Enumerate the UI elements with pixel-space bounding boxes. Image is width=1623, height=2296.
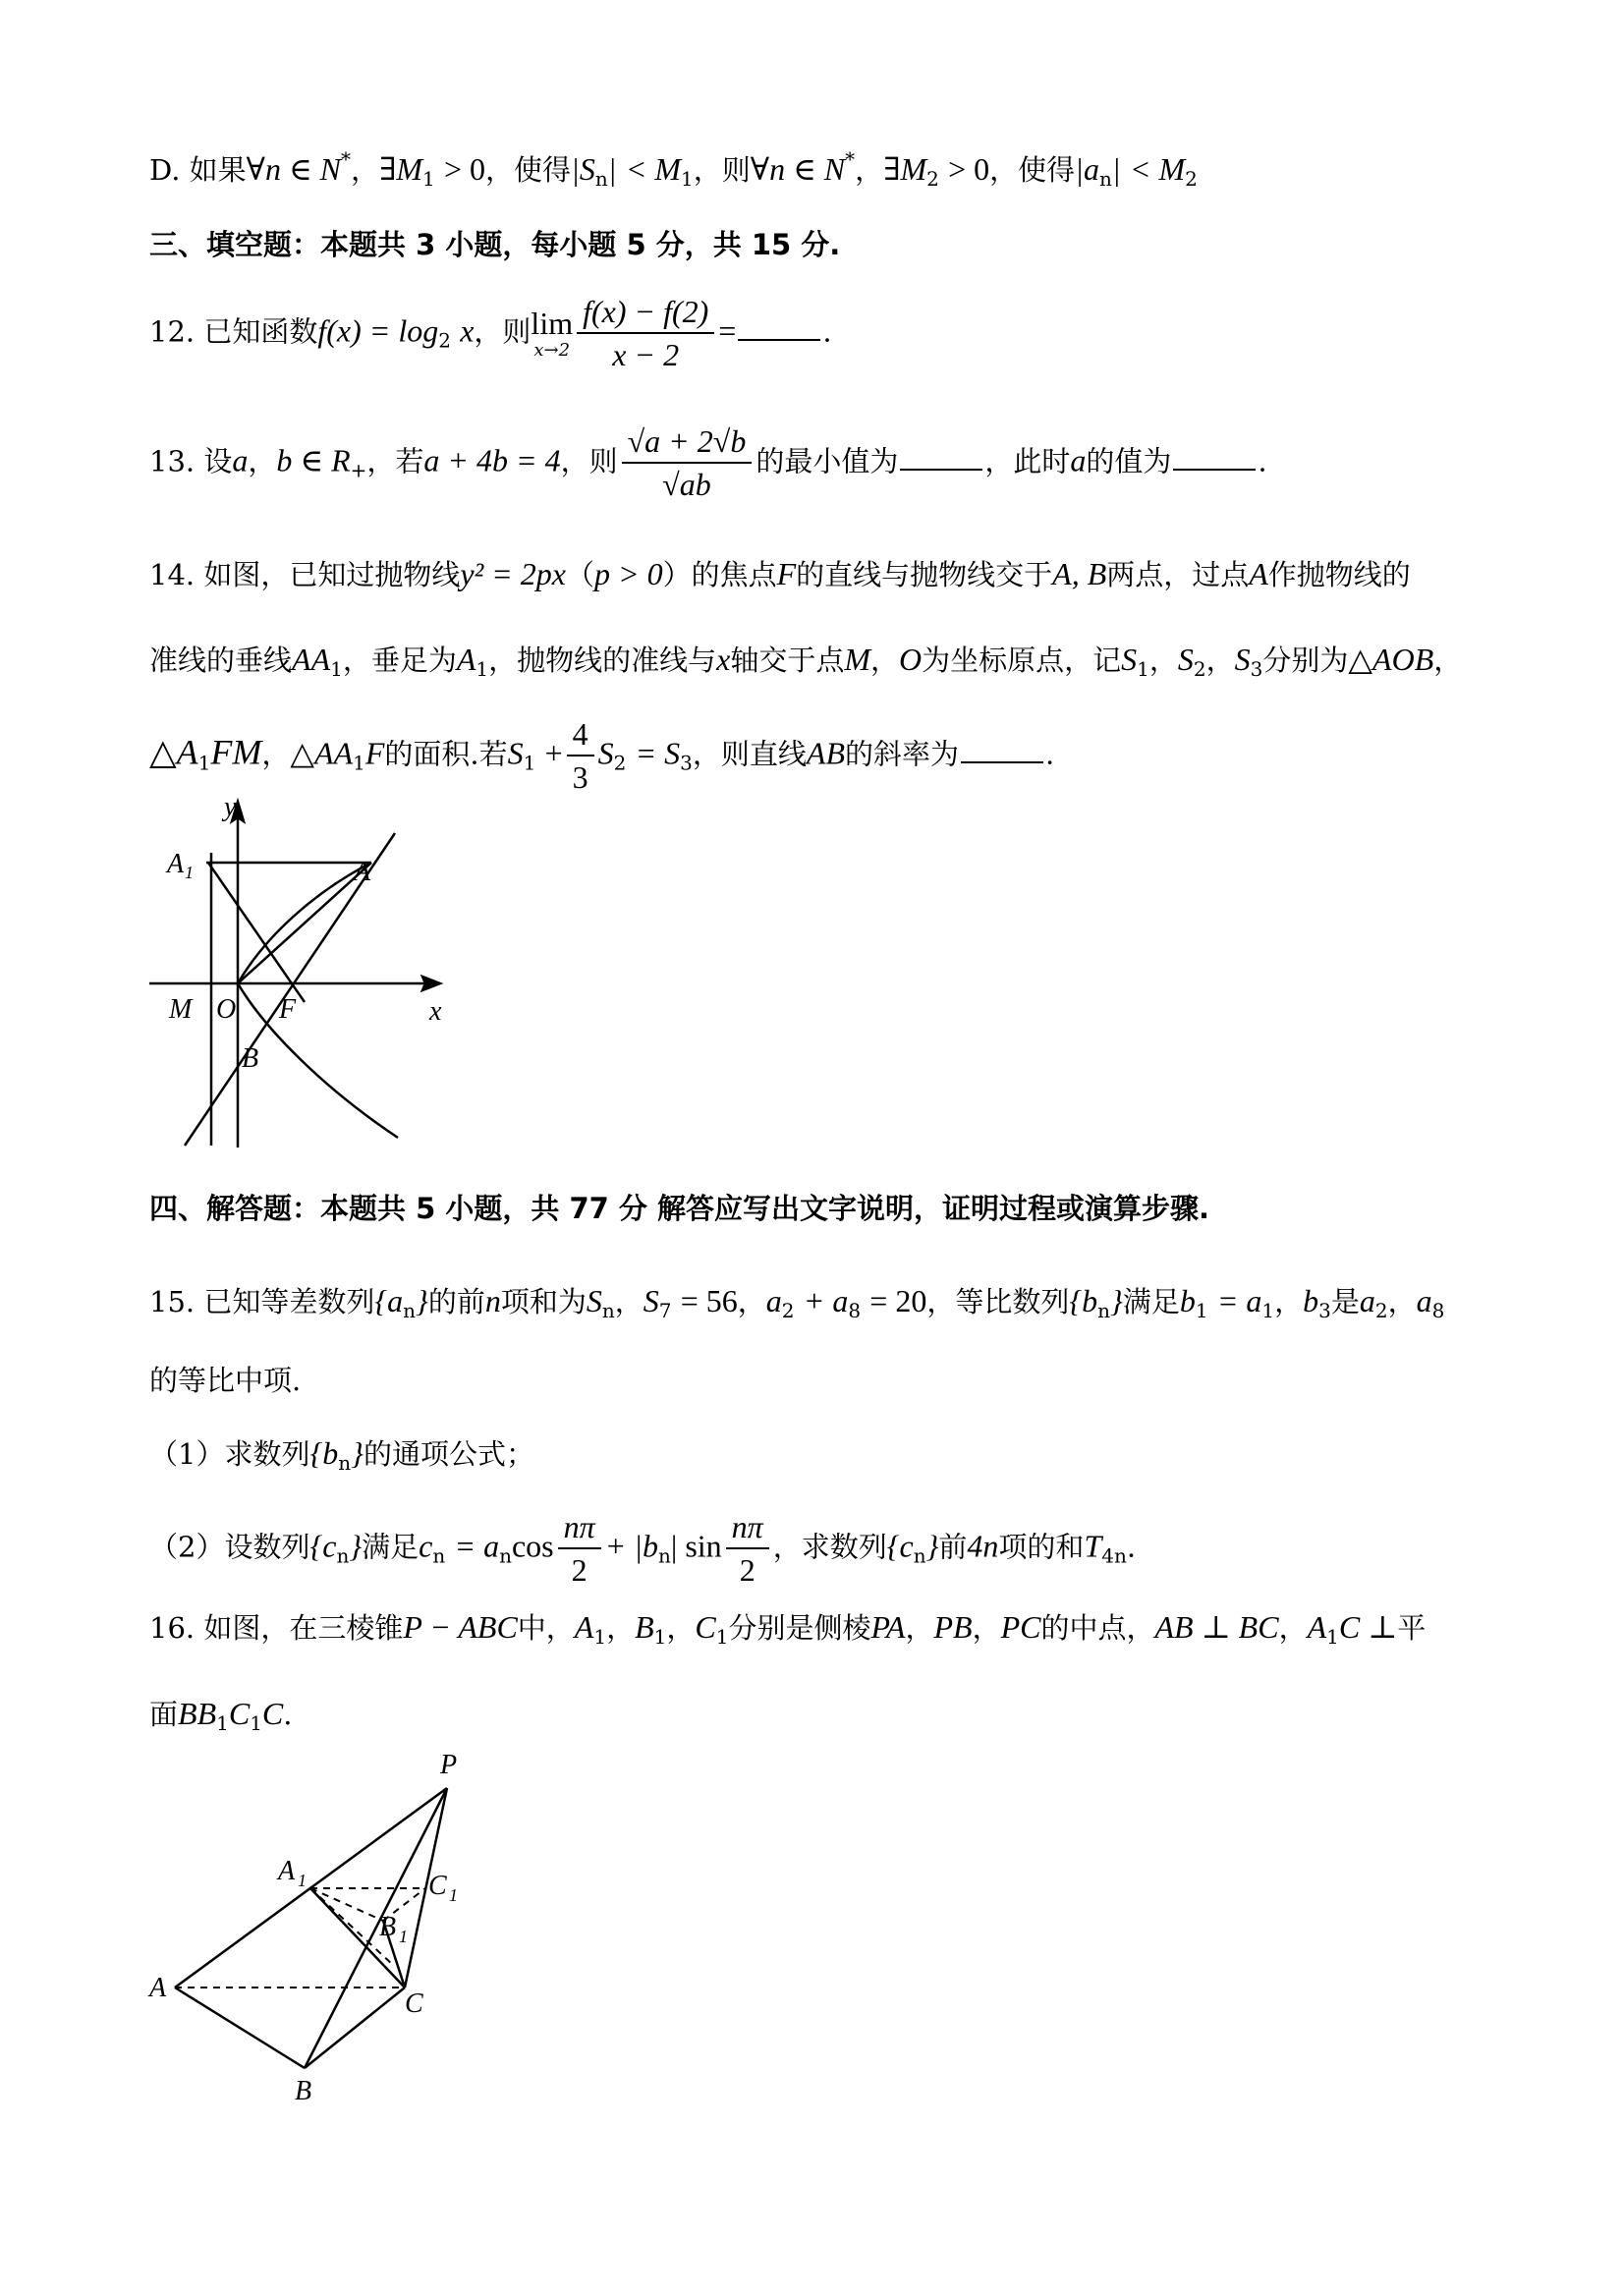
- question-15-part-1: （1）求数列$\{b_n\}$的通项公式；: [149, 1435, 534, 1475]
- question-12: 12. 已知函数$f(x) = \log_2 x$，则 lim x→2 $\frac{f(x) - f(2)}{x - 2}$ = .: [149, 294, 832, 373]
- edge-A1B1-hidden: [310, 1888, 383, 1921]
- parabola-figure: [147, 794, 452, 1157]
- label-A: A: [354, 857, 371, 887]
- pyramid-figure: [147, 1744, 481, 2107]
- label-x: x: [429, 996, 442, 1027]
- label-A1: A: [167, 849, 185, 879]
- question-15-line-2: 的等比中项.: [149, 1364, 302, 1397]
- option-d-line: D. 如果∀n ∈ N*，$\exists M_1 > 0$，使得$|S_n| < M_1$，则∀n ∈ N*，$\exists M_2 > 0$，使得$|a_n| < M_2$: [149, 147, 1198, 191]
- label-B: B: [242, 1043, 259, 1074]
- question-14-line-1: 14. 如图，已知过抛物线y² = 2px（p > 0）的焦点F的直线与抛物线交于A, B两点，过点A作抛物线的: [149, 556, 1411, 591]
- question-15-part-2: （2）设数列$\{c_n\}$满足$c_n = a_n\cos$ $\frac{n\pi}{2}$ + $|b_n|$ sin $\frac{n\pi}{2}$ ，求数列$\{c_n\}$前4n项的和$T_{4n}$.: [149, 1509, 1137, 1589]
- answer-blank[interactable]: [738, 339, 820, 341]
- label-B: B: [295, 2076, 312, 2106]
- label-C1-sub: 1: [449, 1885, 458, 1905]
- edge-AB: [175, 1988, 305, 2068]
- label-F: F: [279, 994, 297, 1025]
- label-A: A: [149, 1973, 167, 2003]
- label-C: C: [405, 1988, 423, 2019]
- line-A1F: [208, 863, 305, 1002]
- label-P: P: [440, 1750, 458, 1780]
- label-C1: C: [428, 1871, 447, 1901]
- edge-BC: [305, 1988, 405, 2068]
- answer-blank-min[interactable]: [900, 469, 982, 471]
- label-A1: A: [278, 1856, 296, 1886]
- x-axis-arrow: [422, 977, 440, 990]
- label-B1: B: [379, 1912, 397, 1942]
- section-3-heading: 三、填空题：本题共 3 小题，每小题 5 分，共 15 分.: [149, 228, 841, 261]
- question-16-line-2: 面$BB_1C_1C$.: [149, 1696, 293, 1735]
- question-15-line-1: 15. 已知等差数列$\{a_n\}$的前n项和为$S_n$，$S_7 = 56$，$a_2 + a_8 = 20$，等比数列$\{b_n\}$满足$b_1 = a_1$，$b_3$是$a_2$，$a_8$: [149, 1283, 1445, 1322]
- question-16-line-1: 16. 如图，在三棱锥P − ABC中，$A_1$，$B_1$，$C_1$分别是侧棱PA，PB，PC的中点，AB ⊥ BC，$A_1C$ ⊥平: [149, 1609, 1427, 1649]
- answer-blank-a[interactable]: [1173, 469, 1256, 471]
- label-M: M: [169, 994, 193, 1025]
- label-A1-sub: 1: [298, 1871, 307, 1890]
- edge-PB: [305, 1788, 447, 2068]
- question-14-line-2: 准线的垂线$AA_1$，垂足为$A_1$，抛物线的准线与x轴交于点M，O为坐标原点，记$S_1$，$S_2$，$S_3$分别为△AOB，: [149, 642, 1463, 681]
- label-B1-sub: 1: [399, 1927, 408, 1946]
- parabola-curve: [238, 863, 398, 1138]
- question-13: 13. 设a，b ∈ $R_+$，若a + 4b = 4，则 $\frac{√a + 2√b}{√ab}$ 的最小值为 ，此时a的值为 .: [149, 423, 1267, 503]
- label-O: O: [216, 994, 237, 1025]
- answer-blank-slope[interactable]: [961, 761, 1043, 763]
- question-14-line-3: $\triangle A_1FM$，$\triangle AA_1F$的面积.若$S_1$ + $\frac{4}{3}$ $S_2 = S_3$，则直线AB的斜率为 .: [149, 716, 1055, 796]
- label-A1-sub: 1: [185, 863, 194, 882]
- label-y: y: [224, 794, 237, 822]
- section-4-heading: 四、解答题：本题共 5 小题，共 77 分 解答应写出文字说明，证明过程或演算步骤.: [149, 1192, 1210, 1225]
